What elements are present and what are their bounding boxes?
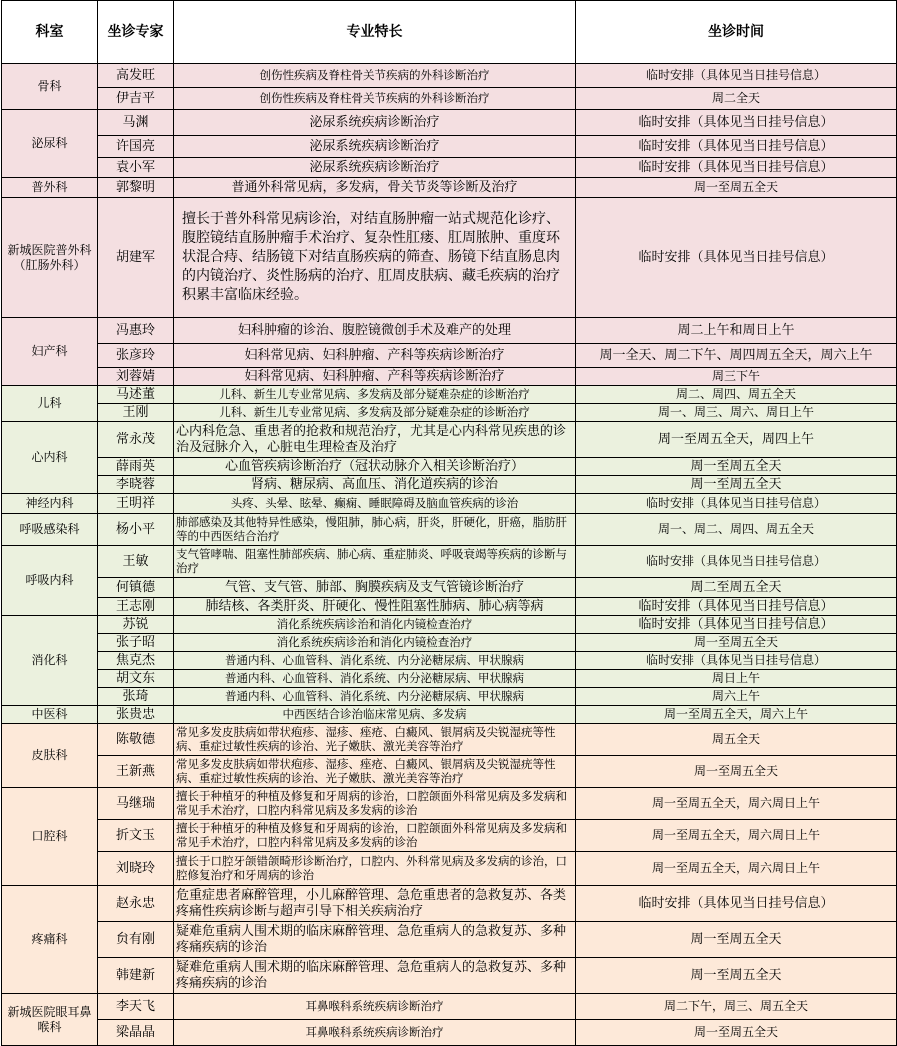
specialty-cell: 中西医结合诊治临床常见病、多发病 bbox=[174, 706, 576, 724]
time-cell: 临时安排（具体见当日挂号信息） bbox=[576, 136, 897, 158]
time-cell: 周六上午 bbox=[576, 688, 897, 706]
header-dept: 科室 bbox=[2, 1, 98, 64]
specialty-cell: 普通内科、心血管科、消化系统、内分泌糖尿病、甲状腺病 bbox=[174, 652, 576, 670]
dept-cell: 骨科 bbox=[2, 64, 98, 110]
specialty-cell: 创伤性疾病及脊柱骨关节疾病的外科诊断治疗 bbox=[174, 64, 576, 88]
table-row bbox=[2, 788, 897, 820]
time-cell: 周一、周三、周六、周日上午 bbox=[576, 404, 897, 422]
time-cell: 临时安排（具体见当日挂号信息） bbox=[576, 110, 897, 136]
doctor-cell: 杨小平 bbox=[98, 514, 174, 546]
table-row bbox=[2, 598, 897, 616]
doctor-cell: 马述董 bbox=[98, 386, 174, 404]
specialty-cell: 妇科常见病、妇科肿瘤、产科等疾病诊断治疗 bbox=[174, 344, 576, 368]
table-row bbox=[2, 318, 897, 344]
table-row bbox=[2, 852, 897, 886]
specialty-cell: 消化系统疾病诊治和消化内镜检查治疗 bbox=[174, 616, 576, 634]
doctor-cell: 韩建新 bbox=[98, 958, 174, 994]
dept-cell: 神经内科 bbox=[2, 494, 98, 514]
time-cell: 临时安排（具体见当日挂号信息） bbox=[576, 158, 897, 178]
table-row bbox=[2, 994, 897, 1020]
specialty-cell: 儿科、新生儿专业常见病、多发病及部分疑难杂症的诊断治疗 bbox=[174, 386, 576, 404]
header-doctor: 坐诊专家 bbox=[98, 1, 174, 64]
doctor-cell: 何镇德 bbox=[98, 578, 174, 598]
table-row bbox=[2, 386, 897, 404]
specialty-cell: 泌尿系统疾病诊断治疗 bbox=[174, 158, 576, 178]
table-row bbox=[2, 670, 897, 688]
header-specialty: 专业特长 bbox=[174, 1, 576, 64]
table-row bbox=[2, 198, 897, 318]
dept-cell: 疼痛科 bbox=[2, 886, 98, 994]
specialty-cell: 擅长于种植牙的种植及修复和牙周病的诊治，口腔颌面外科常见病及多发病和常见手术治疗，口腔内科常见病及多发病的诊治 bbox=[174, 820, 576, 852]
time-cell: 临时安排（具体见当日挂号信息） bbox=[576, 198, 897, 318]
specialty-cell: 消化系统疾病诊治和消化内镜检查治疗 bbox=[174, 634, 576, 652]
table-row bbox=[2, 634, 897, 652]
table-row bbox=[2, 652, 897, 670]
time-cell: 周日上午 bbox=[576, 670, 897, 688]
specialty-cell: 支气管哮喘、阻塞性肺部疾病、肺心病、重症肺炎、呼吸衰竭等疾病的诊断与治疗 bbox=[174, 546, 576, 578]
doctor-cell: 胡建军 bbox=[98, 198, 174, 318]
time-cell: 周二至周五全天 bbox=[576, 578, 897, 598]
dept-cell: 呼吸内科 bbox=[2, 546, 98, 616]
time-cell: 临时安排（具体见当日挂号信息） bbox=[576, 598, 897, 616]
specialty-cell: 气管、支气管、肺部、胸膜疾病及支气管镜诊断治疗 bbox=[174, 578, 576, 598]
time-cell: 周一、周二、周四、周五全天 bbox=[576, 514, 897, 546]
doctor-cell: 陈敬德 bbox=[98, 724, 174, 756]
specialty-cell: 耳鼻喉科系统疾病诊断治疗 bbox=[174, 1020, 576, 1046]
table-row bbox=[2, 178, 897, 198]
specialty-cell: 肾病、糖尿病、高血压、消化道疾病的诊治 bbox=[174, 476, 576, 494]
specialty-cell: 疑难危重病人围术期的临床麻醉管理、急危重病人的急救复苏、多种疼痛疾病的诊治 bbox=[174, 958, 576, 994]
doctor-cell: 赵永忠 bbox=[98, 886, 174, 922]
doctor-cell: 折文玉 bbox=[98, 820, 174, 852]
time-cell: 周五全天 bbox=[576, 724, 897, 756]
dept-cell: 泌尿科 bbox=[2, 110, 98, 178]
specialty-cell: 擅长于种植牙的种植及修复和牙周病的诊治，口腔颌面外科常见病及多发病和常见手术治疗，口腔内科常见病及多发病的诊治 bbox=[174, 788, 576, 820]
doctor-cell: 李晓蓉 bbox=[98, 476, 174, 494]
time-cell: 周二上午和周日上午 bbox=[576, 318, 897, 344]
table-row bbox=[2, 820, 897, 852]
table-row bbox=[2, 136, 897, 158]
specialty-cell: 儿科、新生儿专业常见病、多发病及部分疑难杂症的诊断治疗 bbox=[174, 404, 576, 422]
doctor-cell: 张子昭 bbox=[98, 634, 174, 652]
dept-cell: 妇产科 bbox=[2, 318, 98, 386]
time-cell: 临时安排（具体见当日挂号信息） bbox=[576, 652, 897, 670]
time-cell: 临时安排（具体见当日挂号信息） bbox=[576, 64, 897, 88]
specialty-cell: 妇科肿瘤的诊治、腹腔镜微创手术及难产的处理 bbox=[174, 318, 576, 344]
specialty-cell: 妇科常见病、妇科肿瘤、产科等疾病诊断治疗 bbox=[174, 368, 576, 386]
time-cell: 周一至周五全天，周四上午 bbox=[576, 422, 897, 458]
specialty-cell: 肺结核、各类肝炎、肝硬化、慢性阻塞性肺病、肺心病等病 bbox=[174, 598, 576, 616]
doctor-cell: 苏锐 bbox=[98, 616, 174, 634]
table-row bbox=[2, 886, 897, 922]
time-cell: 临时安排（具体见当日挂号信息） bbox=[576, 886, 897, 922]
doctor-cell: 梁晶晶 bbox=[98, 1020, 174, 1046]
doctor-cell: 郭黎明 bbox=[98, 178, 174, 198]
table-row bbox=[2, 476, 897, 494]
table-row bbox=[2, 688, 897, 706]
dept-cell: 消化科 bbox=[2, 616, 98, 706]
table-row bbox=[2, 110, 897, 136]
time-cell: 周二下午，周三、周五全天 bbox=[576, 994, 897, 1020]
table-row bbox=[2, 756, 897, 788]
specialty-cell: 擅长于口腔牙颌错颌畸形诊断治疗，口腔内、外科常见病及多发病的诊治，口腔修复治疗和牙周病的诊治 bbox=[174, 852, 576, 886]
specialty-cell: 普通内科、心血管科、消化系统、内分泌糖尿病、甲状腺病 bbox=[174, 688, 576, 706]
specialty-cell: 肺部感染及其他特异性感染，慢阻肺，肺心病，肝炎，肝硬化，肝癌，脂肪肝等的中西医结合治疗 bbox=[174, 514, 576, 546]
doctor-cell: 王志刚 bbox=[98, 598, 174, 616]
doctor-cell: 张彦玲 bbox=[98, 344, 174, 368]
doctor-cell: 冯惠玲 bbox=[98, 318, 174, 344]
table-row bbox=[2, 616, 897, 634]
specialty-cell: 普通内科、心血管科、消化系统、内分泌糖尿病、甲状腺病 bbox=[174, 670, 576, 688]
specialty-cell: 常见多发皮肤病如带状疱疹、湿疹、痤疮、白癜风、银屑病及尖锐湿疣等性病、重症过敏性疾病的诊治、光子嫩肤、激光美容等治疗 bbox=[174, 756, 576, 788]
table-row bbox=[2, 922, 897, 958]
schedule-table bbox=[1, 0, 897, 1046]
specialty-cell: 疑难危重病人围术期的临床麻醉管理、急危重病人的急救复苏、多种疼痛疾病的诊治 bbox=[174, 922, 576, 958]
time-cell: 周三下午 bbox=[576, 368, 897, 386]
time-cell: 周一全天、周二下午、周四周五全天，周六上午 bbox=[576, 344, 897, 368]
dept-cell: 新城医院普外科（肛肠外科） bbox=[2, 198, 98, 318]
table-row bbox=[2, 494, 897, 514]
specialty-cell: 泌尿系统疾病诊断治疗 bbox=[174, 136, 576, 158]
doctor-cell: 张琦 bbox=[98, 688, 174, 706]
doctor-cell: 王新燕 bbox=[98, 756, 174, 788]
dept-cell: 新城医院眼耳鼻喉科 bbox=[2, 994, 98, 1046]
time-cell: 周一至周五全天，周六周日上午 bbox=[576, 788, 897, 820]
specialty-cell: 泌尿系统疾病诊断治疗 bbox=[174, 110, 576, 136]
doctor-cell: 张贵忠 bbox=[98, 706, 174, 724]
table-row bbox=[2, 958, 897, 994]
time-cell: 周二全天 bbox=[576, 88, 897, 110]
time-cell: 临时安排（具体见当日挂号信息） bbox=[576, 546, 897, 578]
specialty-cell: 危重症患者麻醉管理，小儿麻醉管理、急危重患者的急救复苏、各类疼痛性疾病诊断与超声引导下相关疾病治疗 bbox=[174, 886, 576, 922]
table-row bbox=[2, 88, 897, 110]
dept-cell: 心内科 bbox=[2, 422, 98, 494]
time-cell: 周二、周四、周五全天 bbox=[576, 386, 897, 404]
table-row bbox=[2, 706, 897, 724]
doctor-cell: 常永茂 bbox=[98, 422, 174, 458]
specialty-cell: 心血管疾病诊断治疗（冠状动脉介入相关诊断治疗） bbox=[174, 458, 576, 476]
specialty-cell: 创伤性疾病及脊柱骨关节疾病的外科诊断治疗 bbox=[174, 88, 576, 110]
time-cell: 周一至周五全天 bbox=[576, 178, 897, 198]
time-cell: 周一至周五全天，周六周日上午 bbox=[576, 820, 897, 852]
specialty-cell: 普通外科常见病，多发病，骨关节炎等诊断及治疗 bbox=[174, 178, 576, 198]
table-row bbox=[2, 1020, 897, 1046]
table-row bbox=[2, 546, 897, 578]
specialty-cell: 心内科危急、重患者的抢救和规范治疗，尤其是心内科常见疾患的诊治及冠脉介入，心脏电生理检查及治疗 bbox=[174, 422, 576, 458]
specialty-cell: 常见多发皮肤病如带状疱疹、湿疹、痤疮、白癜风、银屑病及尖锐湿疣等性病、重症过敏性疾病的诊治、光子嫩肤、激光美容等治疗 bbox=[174, 724, 576, 756]
time-cell: 临时安排（具体见当日挂号信息） bbox=[576, 494, 897, 514]
time-cell: 周一至周五全天 bbox=[576, 458, 897, 476]
table-row bbox=[2, 724, 897, 756]
dept-cell: 儿科 bbox=[2, 386, 98, 422]
doctor-cell: 许国亮 bbox=[98, 136, 174, 158]
doctor-cell: 薛雨英 bbox=[98, 458, 174, 476]
doctor-cell: 袁小军 bbox=[98, 158, 174, 178]
time-cell: 周一至周五全天 bbox=[576, 756, 897, 788]
table-row bbox=[2, 458, 897, 476]
table-row bbox=[2, 344, 897, 368]
doctor-cell: 马渊 bbox=[98, 110, 174, 136]
specialty-cell: 擅长于普外科常见病诊治，对结直肠肿瘤一站式规范化诊疗、腹腔镜结直肠肿瘤手术治疗、复杂性肛瘘、肛周脓肿、重度环状混合痔、结肠镜下对结直肠疾病的筛查、肠镜下结直肠息肉的内镜治疗、炎性肠病的治疗、肛周皮肤病、藏毛疾病的治疗积累丰富临床经验。 bbox=[174, 198, 576, 318]
table-row bbox=[2, 578, 897, 598]
table-row bbox=[2, 422, 897, 458]
time-cell: 周一至周五全天 bbox=[576, 958, 897, 994]
table-row bbox=[2, 64, 897, 88]
header-time: 坐诊时间 bbox=[576, 1, 897, 64]
dept-cell: 皮肤科 bbox=[2, 724, 98, 788]
doctor-cell: 刘蓉婧 bbox=[98, 368, 174, 386]
doctor-cell: 贠有刚 bbox=[98, 922, 174, 958]
specialty-cell: 耳鼻喉科系统疾病诊断治疗 bbox=[174, 994, 576, 1020]
doctor-cell: 李天飞 bbox=[98, 994, 174, 1020]
dept-cell: 普外科 bbox=[2, 178, 98, 198]
time-cell: 周一至周五全天 bbox=[576, 922, 897, 958]
doctor-cell: 王敏 bbox=[98, 546, 174, 578]
table-row bbox=[2, 404, 897, 422]
time-cell: 周一至周五全天，周六上午 bbox=[576, 706, 897, 724]
doctor-cell: 刘晓玲 bbox=[98, 852, 174, 886]
time-cell: 周一至周五全天，周六周日上午 bbox=[576, 852, 897, 886]
specialty-cell: 头疼、头晕、眩晕、癫痫、睡眠障碍及脑血管疾病的诊治 bbox=[174, 494, 576, 514]
table-row bbox=[2, 368, 897, 386]
table-row bbox=[2, 514, 897, 546]
doctor-cell: 王刚 bbox=[98, 404, 174, 422]
dept-cell: 口腔科 bbox=[2, 788, 98, 886]
doctor-cell: 伊吉平 bbox=[98, 88, 174, 110]
table-row bbox=[2, 158, 897, 178]
doctor-cell: 高发旺 bbox=[98, 64, 174, 88]
doctor-cell: 王明祥 bbox=[98, 494, 174, 514]
doctor-cell: 焦克杰 bbox=[98, 652, 174, 670]
dept-cell: 中医科 bbox=[2, 706, 98, 724]
time-cell: 临时安排（具体见当日挂号信息） bbox=[576, 616, 897, 634]
doctor-cell: 胡文东 bbox=[98, 670, 174, 688]
time-cell: 周一至周五全天 bbox=[576, 1020, 897, 1046]
dept-cell: 呼吸感染科 bbox=[2, 514, 98, 546]
doctor-cell: 马继瑞 bbox=[98, 788, 174, 820]
time-cell: 周一至周五全天 bbox=[576, 634, 897, 652]
time-cell: 周一至周五全天 bbox=[576, 476, 897, 494]
header-row bbox=[2, 1, 897, 64]
